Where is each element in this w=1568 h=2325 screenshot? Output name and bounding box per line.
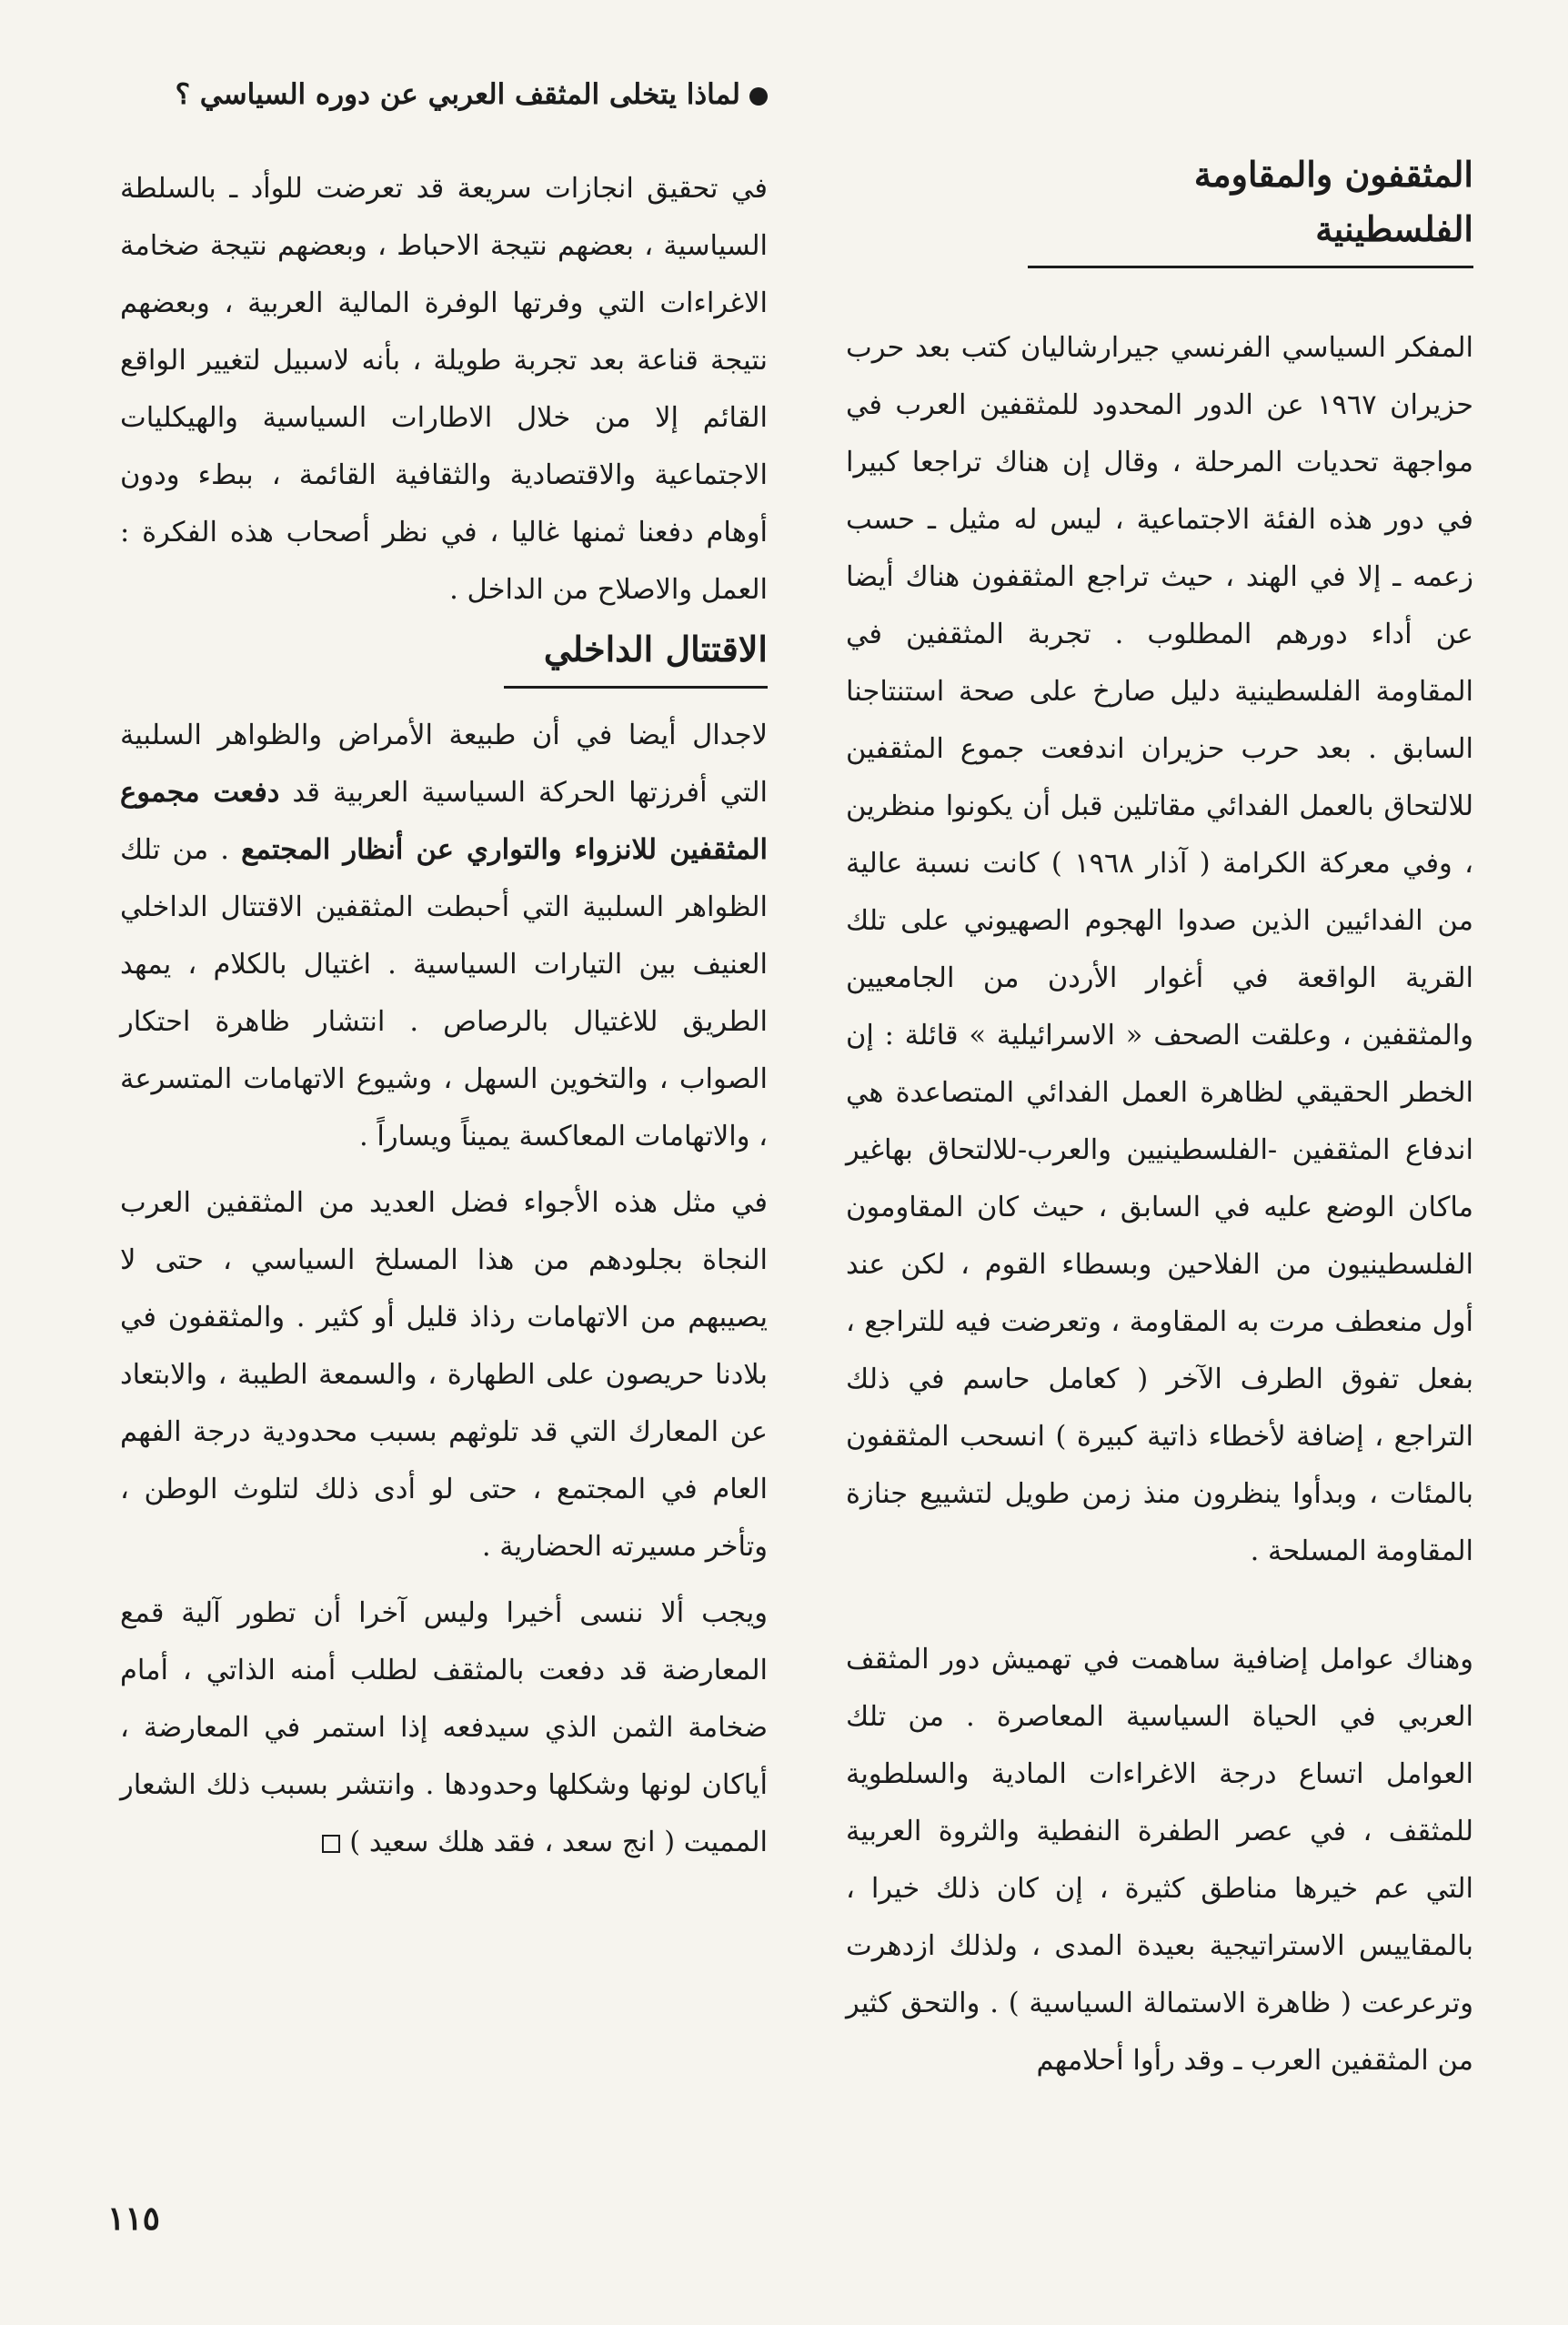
running-header — [113, 78, 768, 111]
right-column — [846, 147, 1473, 2089]
paragraph-text: ويجب ألا ننسى أخيرا وليس آخرا أن تطور آلية قمع المعارضة قد دفعت بالمثقف لطلب أمنه الذاتي ، أمام ضخامة الثمن الذي سيدفعه إذا استمر في المعارضة ، أياكان لونها وشكلها وحدودها . وانتشر بسبب ذلك الشعار المميت ( انج سعد ، فقد هلك سعيد ) — [120, 1597, 768, 1858]
end-of-article-icon — [322, 1835, 340, 1853]
bullet-icon — [749, 87, 768, 106]
section-title-internal-fighting: الاقتتال الداخلي — [504, 622, 768, 689]
article-paragraph: المفكر السياسي الفرنسي جيرارشاليان كتب بعد حرب حزيران ١٩٦٧ عن الدور المحدود للمثقفين العرب في مواجهة تحديات المرحلة ، وقال إن هناك تراجعا كبيرا في دور هذه الفئة الاجتماعية ، ليس له مثيل ـ حسب زعمه ـ إلا في الهند ، حيث تراجع المثقفون هناك أيضا عن أداء دورهم المطلوب . تجربة المثقفين في المقاومة الفلسطينية دليل صارخ على صحة استنتاجنا السابق . بعد حرب حزيران اندفعت جموع المثقفين للالتحاق بالعمل الفدائي مقاتلين قبل أن يكونوا منظرين ، وفي معركة الكرامة ( آذار ١٩٦٨ ) كانت نسبة عالية من الفدائيين الذين صدوا الهجوم الصهيوني على تلك القرية الواقعة في أغوار الأردن من الجامعيين والمثقفين ، وعلقت الصحف « الاسرائيلية » قائلة : إن الخطر الحقيقي لظاهرة العمل الفدائي المتصاعدة هي اندفاع المثقفين -الفلسطينيين والعرب-للالتحاق بهاغير ماكان الوضع عليه في السابق ، حيث كان المقاومون الفلسطينيون من الفلاحين وبسطاء القوم ، لكن عند أول منعطف مرت به المقاومة ، وتعرضت فيه للتراجع ، بفعل تفوق الطرف الآخر ( كعامل حاسم في ذلك التراجع ، إضافة لأخطاء ذاتية كبيرة ) انسحب المثقفون بالمئات ، وبدأوا ينظرون منذ زمن طويل لتشييع جنازة المقاومة المسلحة . — [846, 332, 1473, 1567]
article-paragraph: وهناك عوامل إضافية ساهمت في تهميش دور المثقف العربي في الحياة السياسية المعاصرة . من تلك العوامل اتساع درجة الاغراءات المادية والسلطوية للمثقف ، في عصر الطفرة النفطية والثروة العربية التي عم خيرها مناطق كثيرة ، إن كان ذلك خيرا ، بالمقاييس الاستراتيجية بعيدة المدى ، ولذلك ازدهرت وترعرعت ( ظاهرة الاستمالة السياسية ) . والتحق كثير من المثقفين العرب ـ وقد رأوا أحلامهم — [846, 1644, 1473, 2077]
left-column — [120, 160, 768, 1871]
running-title: لماذا يتخلى المثقف العربي عن دوره السياسي ؟ — [175, 78, 740, 111]
emphasized-text: دفعت مجموع المثقفين للانزواء والتواري عن أنظار المجتمع — [120, 776, 768, 866]
article-paragraph — [120, 707, 768, 1165]
paragraph-text: . من تلك الظواهر السلبية التي أحبطت المثقفين الاقتتال الداخلي العنيف بين التيارات السياسية . اغتيال بالكلام ، يمهد الطريق للاغتيال بالرصاص . انتشار ظاهرة احتكار الصواب ، والتخوين السهل ، وشيوع الاتهامات المتسرعة ، والاتهامات المعاكسة يميناً ويساراً . — [120, 834, 768, 1152]
section-title-palestinian-resistance: المثقفون والمقاومة الفلسطينية — [1028, 147, 1473, 268]
article-paragraph — [120, 1585, 768, 1871]
page-number: ١١٥ — [107, 2199, 161, 2238]
paragraph-text: لاجدال أيضا في أن طبيعة الأمراض والظواهر السلبية التي أفرزتها الحركة السياسية العربية قد — [120, 720, 768, 809]
article-paragraph: في تحقيق انجازات سريعة قد تعرضت للوأد ـ بالسلطة السياسية ، بعضهم نتيجة الاحباط ، وبعضهم نتيجة ضخامة الاغراءات التي وفرتها الوفرة المالية العربية ، وبعضهم نتيجة قناعة بعد تجربة طويلة ، بأنه لاسبيل لتغيير الواقع القائم إلا من خلال الاطارات السياسية والهيكليات الاجتماعية والاقتصادية والثقافية القائمة ، ببطء ودون أوهام دفعنا ثمنها غاليا ، في نظر أصحاب هذه الفكرة : العمل والاصلاح من الداخل . — [120, 173, 768, 606]
article-paragraph: في مثل هذه الأجواء فضل العديد من المثقفين العرب النجاة بجلودهم من هذا المسلخ السياسي ، حتى لا يصيبهم من الاتهامات رذاذ قليل أو كثير . والمثقفون في بلادنا حريصون على الطهارة ، والسمعة الطيبة ، والابتعاد عن المعارك التي قد تلوثهم بسبب محدودية درجة الفهم العام في المجتمع ، حتى لو أدى ذلك لتلوث الوطن ، وتأخر مسيرته الحضارية . — [120, 1187, 768, 1563]
